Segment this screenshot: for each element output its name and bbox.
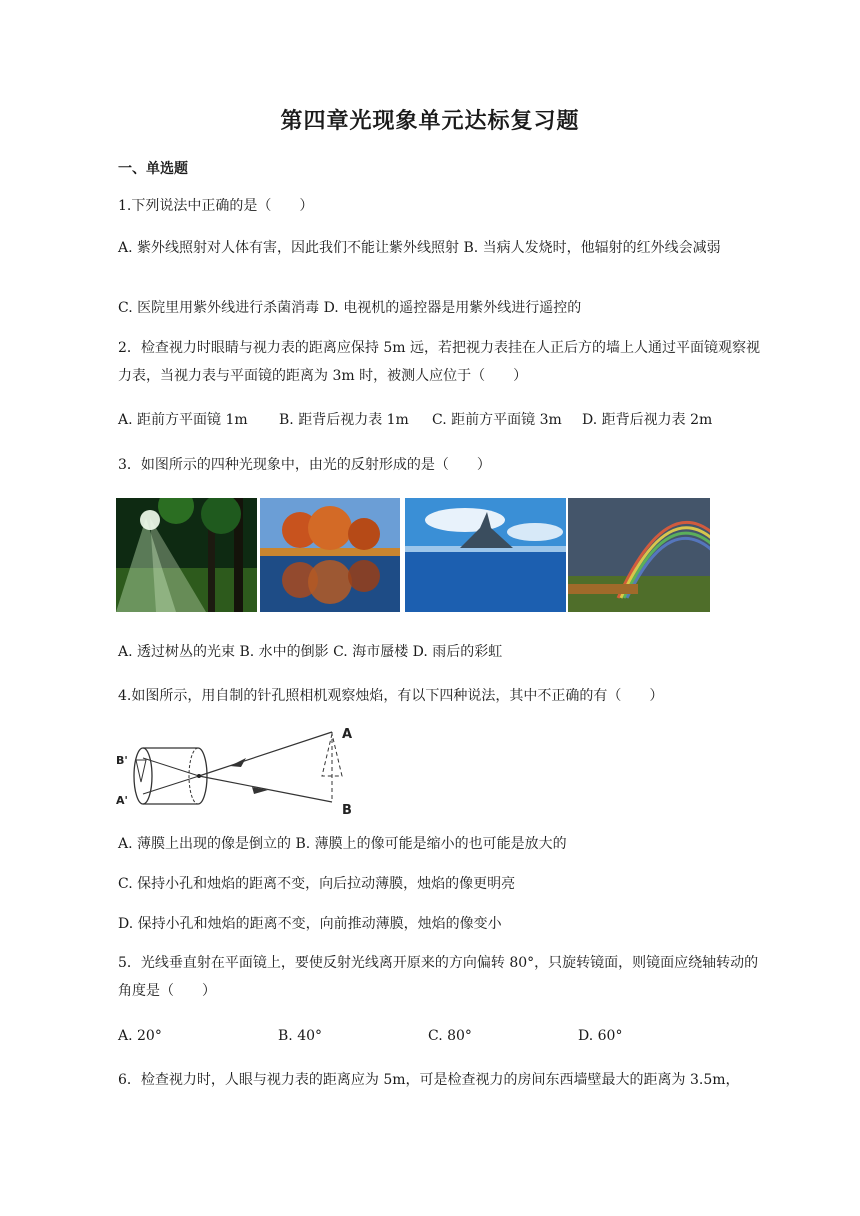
q5-option-b: B. 40°: [278, 1028, 323, 1044]
label-a-prime: A': [116, 794, 128, 807]
section-heading: 一、单选题: [118, 161, 188, 177]
q2-option-b: B. 距背后视力表 1m: [279, 412, 409, 428]
q2-options: [118, 410, 712, 430]
page-title: 第四章光现象单元达标复习题: [280, 109, 580, 134]
q1-stem: 1.下列说法中正确的是（ ）: [118, 198, 314, 214]
label-b: B: [342, 803, 352, 818]
q4-options-ab: A. 薄膜上出现的像是倒立的 B. 薄膜上的像可能是缩小的也可能是放大的: [118, 836, 567, 852]
label-a: A: [342, 727, 353, 742]
forest-light-beams-image: [116, 498, 257, 612]
q4-option-d: D. 保持小孔和烛焰的距离不变，向前推动薄膜，烛焰的像变小: [118, 916, 502, 932]
q2-option-d: D. 距背后视力表 2m: [582, 412, 713, 428]
mirage-island-image: [405, 498, 566, 612]
q5-stem: 5．光线垂直射在平面镜上，要使反射光线离开原来的方向偏转 80°，只旋转镜面，则镜面应绕轴转动的角度是（ ）: [118, 955, 759, 999]
q5-option-d: D. 60°: [578, 1028, 623, 1044]
q5-option-c: C. 80°: [428, 1028, 472, 1044]
label-b-prime: B': [116, 754, 128, 767]
q3-stem: 3．如图所示的四种光现象中，由光的反射形成的是（ ）: [118, 457, 491, 473]
q5-options: [118, 1026, 622, 1046]
q2-option-c: C. 距前方平面镜 3m: [432, 412, 562, 428]
q3-options: A. 透过树丛的光束 B. 水中的倒影 C. 海市蜃楼 D. 雨后的彩虹: [118, 644, 503, 660]
q4-option-c: C. 保持小孔和烛焰的距离不变，向后拉动薄膜，烛焰的像更明亮: [118, 876, 516, 892]
q1-options-cd: C. 医院里用紫外线进行杀菌消毒 D. 电视机的遥控器是用紫外线进行遥控的: [118, 300, 582, 316]
lake-reflection-image: [260, 498, 400, 612]
rainbow-image: [568, 498, 710, 612]
q5-option-a: A. 20°: [118, 1028, 162, 1044]
q4-stem: 4.如图所示，用自制的针孔照相机观察烛焰，有以下四种说法，其中不正确的有（ ）: [118, 688, 664, 704]
q2-option-a: A. 距前方平面镜 1m: [118, 412, 248, 428]
q6-stem: 6．检查视力时，人眼与视力表的距离应为 5m，可是检查视力的房间东西墙壁最大的距离为 3.5m，: [118, 1072, 740, 1088]
q1-options-ab: A. 紫外线照射对人体有害，因此我们不能让紫外线照射 B. 当病人发烧时，他辐射的红外线会减弱: [118, 240, 721, 256]
q2-stem: 2．检查视力时眼睛与视力表的距离应保持 5m 远，若把视力表挂在人正后方的墙上人通过平面镜观察视力表，当视力表与平面镜的距离为 3m 时，被测人应位于（ ）: [118, 340, 760, 384]
pinhole-camera-diagram: [112, 718, 362, 818]
